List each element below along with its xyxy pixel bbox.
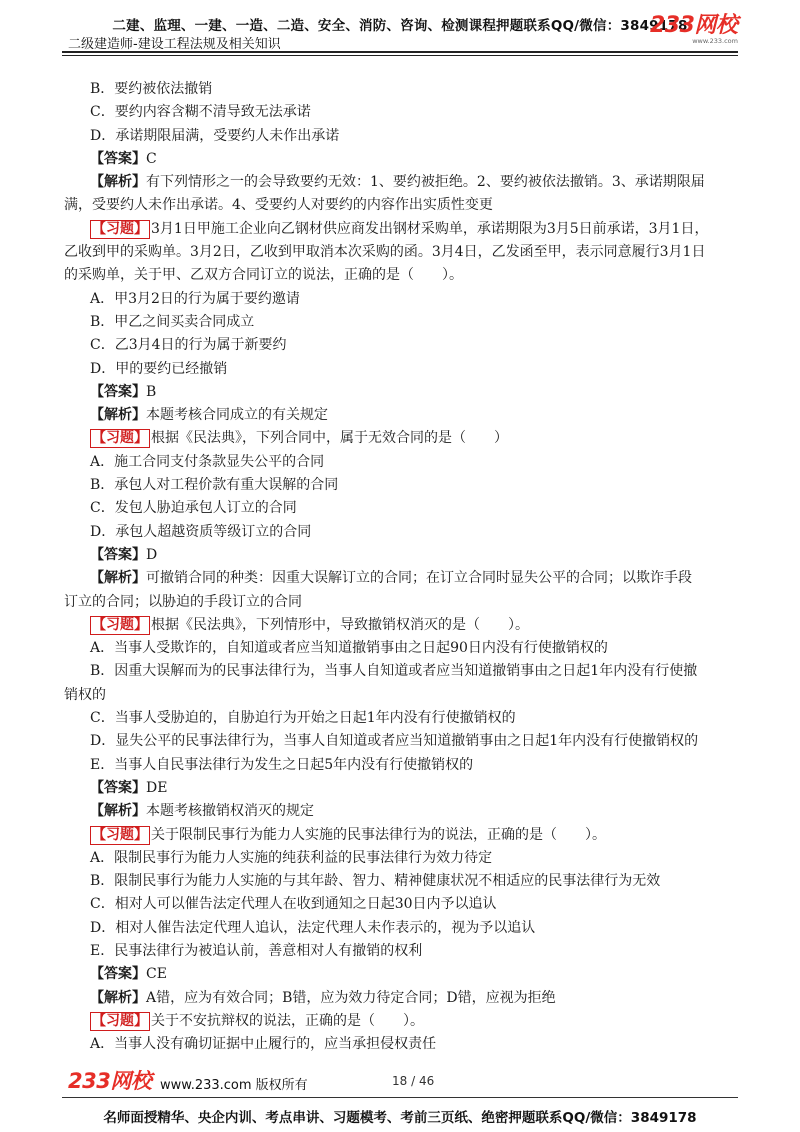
option-text: A．当事人受欺诈的，自知道或者应当知道撤销事由之日起90日内没有行使撤销权的 <box>90 640 608 657</box>
option-text: C．相对人可以催告法定代理人在收到通知之日起30日内予以追认 <box>90 896 497 913</box>
option-line <box>90 940 740 963</box>
answer-text: D <box>146 546 158 563</box>
option-text: B．因重大误解而为的民事法律行为，当事人自知道或者应当知道撤销事由之日起1年内没有行使撤 <box>90 663 698 680</box>
option-line <box>90 754 740 777</box>
answer-line <box>90 963 740 986</box>
option-text: D．甲的要约已经撤销 <box>90 360 228 377</box>
analysis-tag: 【解析】 <box>90 174 146 191</box>
option-text: E．民事法律行为被追认前，善意相对人有撤销的权利 <box>90 942 423 959</box>
logo-text: 233网校 <box>650 13 738 38</box>
option-text: D．承包人超越资质等级订立的合同 <box>90 523 312 540</box>
option-text: C．乙3月4日的行为属于新要约 <box>90 337 287 354</box>
analysis-tag: 【解析】 <box>90 570 146 587</box>
option-text: D．承诺期限届满，受要约人未作出承诺 <box>90 127 340 144</box>
option-line <box>90 521 740 544</box>
option-text: C．当事人受胁迫的，自胁迫行为开始之日起1年内没有行使撤销权的 <box>90 710 516 727</box>
footer-slogan: 名师面授精华、央企内训、考点串讲、习题模考、考前三页纸、绝密押题联系QQ/微信：3849178 <box>103 1110 697 1126</box>
cont-text: 销权的 <box>64 686 106 703</box>
option-line <box>90 451 740 474</box>
document-body <box>64 78 740 1056</box>
option-text: B．限制民事行为能力人实施的与其年龄、智力、精神健康状况不相适应的民事法律行为无效 <box>90 873 661 890</box>
exercise-tag: 【习题】 <box>92 220 148 237</box>
exercise-text: 3月1日甲施工企业向乙钢材供应商发出钢材采购单，承诺期限为3月5日前承诺，3月1日， <box>151 220 709 237</box>
option-text: B．承包人对工程价款有重大误解的合同 <box>90 477 339 494</box>
option-line <box>90 730 740 753</box>
analysis-line <box>90 800 740 823</box>
footer-logo-text: 233网校 <box>68 1069 152 1093</box>
answer-text: CE <box>146 966 167 983</box>
option-line <box>90 893 740 916</box>
exercise-text: 关于限制民事行为能力人实施的民事法律行为的说法，正确的是（ ）。 <box>151 826 606 843</box>
brand-logo <box>650 15 746 51</box>
header-rule-thin <box>62 55 738 56</box>
option-text: A．限制民事行为能力人实施的纯获利益的民事法律行为效力待定 <box>90 849 493 866</box>
footer-rule <box>62 1097 738 1098</box>
analysis-text: A错，应为有效合同；B错，应为效力待定合同；D错，应视为拒绝 <box>146 989 556 1006</box>
header-subject: 二级建造师-建设工程法规及相关知识 <box>68 37 281 52</box>
option-text: C．发包人胁迫承包人订立的合同 <box>90 500 297 517</box>
option-line <box>90 497 740 520</box>
text-continuation <box>64 194 740 217</box>
option-text: A．施工合同支付条款显失公平的合同 <box>90 453 325 470</box>
exercise-line <box>90 218 740 241</box>
answer-line <box>90 381 740 404</box>
answer-tag: 【答案】 <box>90 150 146 167</box>
option-line <box>90 311 740 334</box>
analysis-text: 本题考核撤销权消灭的规定 <box>146 803 314 820</box>
exercise-line <box>90 1010 740 1033</box>
footer-logo <box>68 1070 151 1092</box>
cont-text: 的采购单，关于甲、乙双方合同订立的说法，正确的是（ ）。 <box>64 267 463 284</box>
header-rule <box>62 51 738 53</box>
option-text: D．显失公平的民事法律行为，当事人自知道或者应当知道撤销事由之日起1年内没有行使撤销权的 <box>90 733 699 750</box>
analysis-tag: 【解析】 <box>90 803 146 820</box>
exercise-text: 根据《民法典》，下列情形中，导致撤销权消灭的是（ ）。 <box>151 616 529 633</box>
option-text: A．甲3月2日的行为属于要约邀请 <box>90 290 300 307</box>
analysis-line <box>90 987 740 1010</box>
cont-text: 订立的合同；以胁迫的手段订立的合同 <box>64 593 302 610</box>
option-text: C．要约内容含糊不清导致无法承诺 <box>90 104 311 121</box>
text-continuation <box>64 684 740 707</box>
exercise-text: 关于不安抗辩权的说法，正确的是（ ）。 <box>151 1012 424 1029</box>
analysis-text: 可撤销合同的种类：因重大误解订立的合同；在订立合同时显失公平的合同；以欺诈手段 <box>146 570 692 587</box>
option-line <box>90 870 740 893</box>
option-text: E．当事人自民事法律行为发生之日起5年内没有行使撤销权的 <box>90 756 474 773</box>
option-line <box>90 78 740 101</box>
analysis-text: 有下列情形之一的会导致要约无效：1、要约被拒绝。2、要约被依法撤销。3、承诺期限届 <box>146 174 705 191</box>
cont-text: 满，受要约人未作出承诺。4、受要约人对要约的内容作出实质性变更 <box>64 197 493 214</box>
answer-tag: 【答案】 <box>90 779 146 796</box>
text-continuation <box>64 241 740 264</box>
analysis-tag: 【解析】 <box>90 989 146 1006</box>
text-continuation <box>64 264 740 287</box>
answer-line <box>90 148 740 171</box>
page-footer <box>0 1056 800 1132</box>
option-line <box>90 288 740 311</box>
answer-line <box>90 777 740 800</box>
analysis-tag: 【解析】 <box>90 407 146 424</box>
page-number: 18 / 46 <box>392 1074 435 1088</box>
option-line <box>90 917 740 940</box>
exercise-tag: 【习题】 <box>92 826 148 843</box>
option-text: B．甲乙之间买卖合同成立 <box>90 313 255 330</box>
option-line <box>90 847 740 870</box>
page-header <box>0 0 800 58</box>
cont-text: 乙收到甲的采购单。3月2日，乙收到甲取消本次采购的函。3月4日，乙发函至甲，表示同意履行3月1日 <box>64 244 706 261</box>
answer-tag: 【答案】 <box>90 383 146 400</box>
exercise-line <box>90 614 740 637</box>
answer-text: DE <box>146 779 168 796</box>
answer-text: C <box>146 150 157 167</box>
answer-line <box>90 544 740 567</box>
exercise-tag: 【习题】 <box>92 1012 148 1029</box>
option-line <box>90 474 740 497</box>
exercise-tag: 【习题】 <box>92 430 148 447</box>
option-text: A．当事人没有确切证据中止履行的，应当承担侵权责任 <box>90 1036 437 1053</box>
exercise-line <box>90 427 740 450</box>
option-text: B．要约被依法撤销 <box>90 81 213 97</box>
option-line <box>90 358 740 381</box>
answer-text: B <box>146 383 157 400</box>
exercise-text: 根据《民法典》，下列合同中，属于无效合同的是（ ） <box>151 430 508 447</box>
logo-url: www.233.com <box>692 37 738 45</box>
option-line <box>90 660 740 683</box>
analysis-line <box>90 567 740 590</box>
answer-tag: 【答案】 <box>90 966 146 983</box>
option-line <box>90 707 740 730</box>
header-courses-line: 二建、监理、一建、一造、二造、安全、消防、咨询、检测课程押题联系QQ/微信：3849178 <box>112 18 688 34</box>
option-text: D．相对人催告法定代理人追认，法定代理人未作表示的，视为予以追认 <box>90 919 536 936</box>
analysis-line <box>90 171 740 194</box>
exercise-line <box>90 824 740 847</box>
exercise-tag: 【习题】 <box>92 616 148 633</box>
option-line <box>90 334 740 357</box>
option-line <box>90 101 740 124</box>
answer-tag: 【答案】 <box>90 546 146 563</box>
option-line <box>90 125 740 148</box>
option-line <box>90 1033 740 1056</box>
text-continuation <box>64 591 740 614</box>
analysis-line <box>90 404 740 427</box>
footer-copyright: www.233.com 版权所有 <box>160 1078 308 1093</box>
analysis-text: 本题考核合同成立的有关规定 <box>146 407 328 424</box>
option-line <box>90 637 740 660</box>
